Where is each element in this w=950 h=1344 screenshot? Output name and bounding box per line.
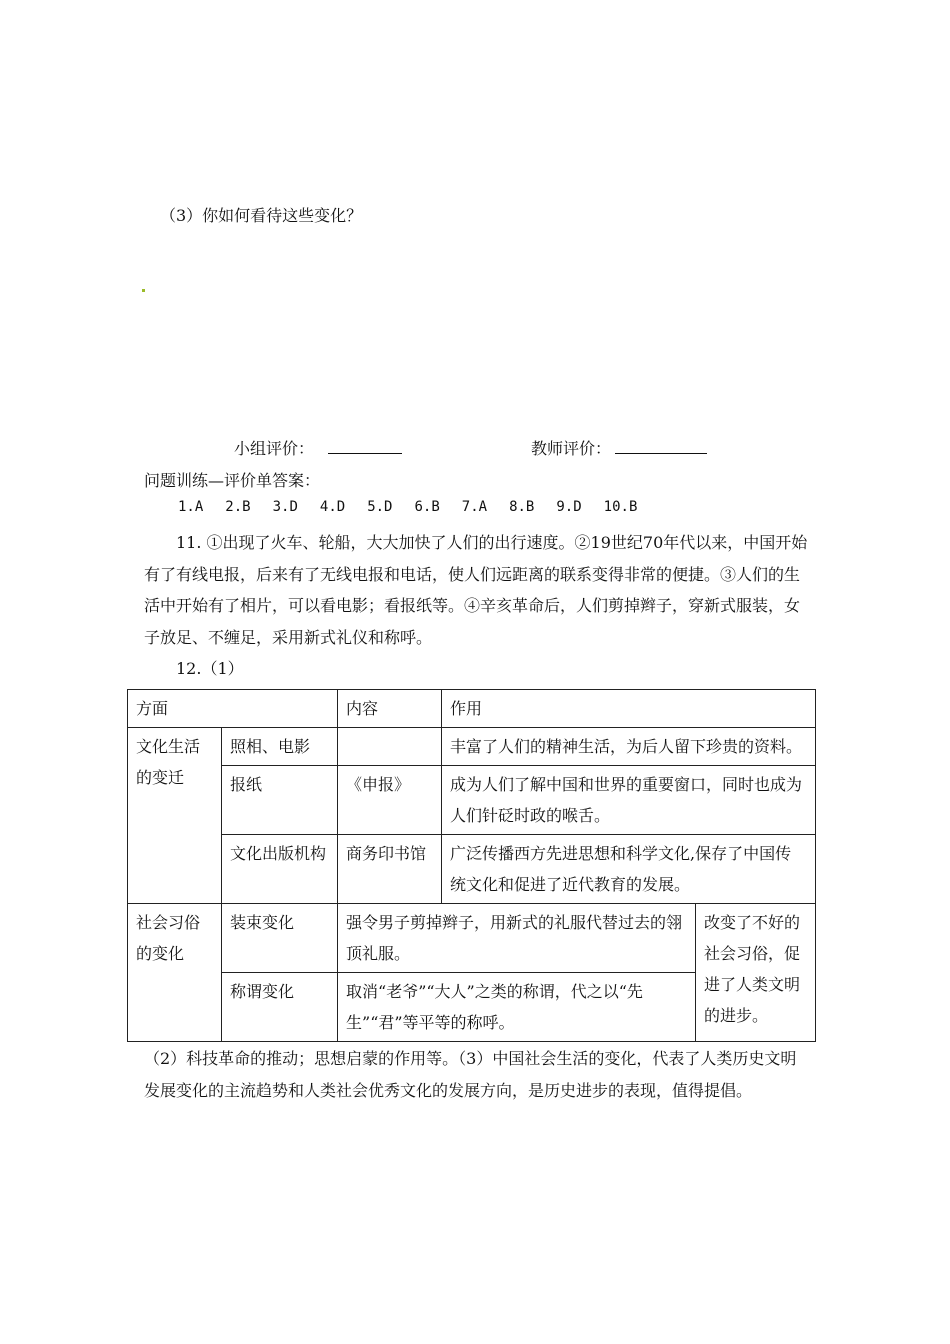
mc-answer: 4.D: [319, 499, 346, 515]
mc-answer: 1.A: [178, 499, 204, 515]
table-row: [128, 904, 816, 973]
mc-answer: 3.D: [272, 499, 298, 515]
group-evaluation-label: 小组评价：: [234, 439, 315, 458]
answer-12-label: 12.（1）: [176, 659, 244, 678]
content-cell: 取消“老爷”“大人”之类的称谓，代之以“先生”“君”等平等的称呼。: [338, 973, 696, 1042]
mc-answer: 10.B: [603, 499, 638, 515]
group-evaluation: [234, 436, 402, 459]
mc-answer: 5.D: [367, 499, 393, 515]
effect-cell: 广泛传播西方先进思想和科学文化,保存了中国传统文化和促进了近代教育的发展。: [442, 835, 816, 904]
effect-cell: 丰富了人们的精神生活，为后人留下珍贵的资料。: [442, 728, 816, 766]
multiple-choice-answers: [178, 499, 659, 515]
answer-11: 11. ①出现了火车、轮船，大大加快了人们的出行速度。②19世纪70年代以来，中国开始有了有线电报，后来有了无线电报和电话，使人们远距离的联系变得非常的便捷。③人们的生活中开始有了相片，可以看电影；看报纸等。④辛亥革命后，人们剪掉辫子，穿新式服装，女子放足、不缠足，采用新式礼仪和称呼。: [144, 533, 808, 647]
header-content: 内容: [338, 690, 442, 728]
header-aspect: 方面: [128, 690, 338, 728]
table-header-row: [128, 690, 816, 728]
table-row: [128, 766, 816, 835]
aspect-culture: 文化生活的变迁: [128, 728, 222, 904]
mc-answer: 8.B: [509, 499, 535, 515]
mc-answer: 9.D: [556, 499, 582, 515]
mc-answer: 7.A: [461, 499, 488, 515]
custom-effect-cell: 改变了不好的社会习俗，促进了人类文明的进步。: [696, 904, 816, 1042]
header-effect: 作用: [442, 690, 816, 728]
content-cell: [338, 728, 442, 766]
speck-mark: [142, 289, 145, 292]
teacher-evaluation: [531, 436, 707, 459]
answer-table: [127, 689, 816, 1042]
item-cell: 称谓变化: [222, 973, 338, 1042]
content-cell: 强令男子剪掉辫子，用新式的礼服代替过去的翎顶礼服。: [338, 904, 696, 973]
content-cell: 商务印书馆: [338, 835, 442, 904]
item-cell: 文化出版机构: [222, 835, 338, 904]
question-3: （3）你如何看待这些变化？: [160, 206, 363, 225]
content-cell: 《申报》: [338, 766, 442, 835]
aspect-custom: 社会习俗的变化: [128, 904, 222, 1042]
mc-answer: 2.B: [225, 499, 251, 515]
group-evaluation-blank[interactable]: [328, 439, 402, 454]
effect-cell: 成为人们了解中国和世界的重要窗口，同时也成为人们针砭时政的喉舌。: [442, 766, 816, 835]
teacher-evaluation-blank[interactable]: [615, 439, 707, 454]
item-cell: 装束变化: [222, 904, 338, 973]
item-cell: 照相、电影: [222, 728, 338, 766]
table-row: [128, 835, 816, 904]
answer-12-rest: （2）科技革命的推动；思想启蒙的作用等。（3）中国社会生活的变化，代表了人类历史文明发展变化的主流趋势和人类社会优秀文化的发展方向，是历史进步的表现，值得提倡。: [144, 1049, 797, 1100]
table-row: [128, 728, 816, 766]
item-cell: 报纸: [222, 766, 338, 835]
answers-title: 问题训练—评价单答案：: [144, 471, 321, 490]
teacher-evaluation-label: 教师评价：: [531, 439, 612, 458]
mc-answer: 6.B: [414, 499, 440, 515]
